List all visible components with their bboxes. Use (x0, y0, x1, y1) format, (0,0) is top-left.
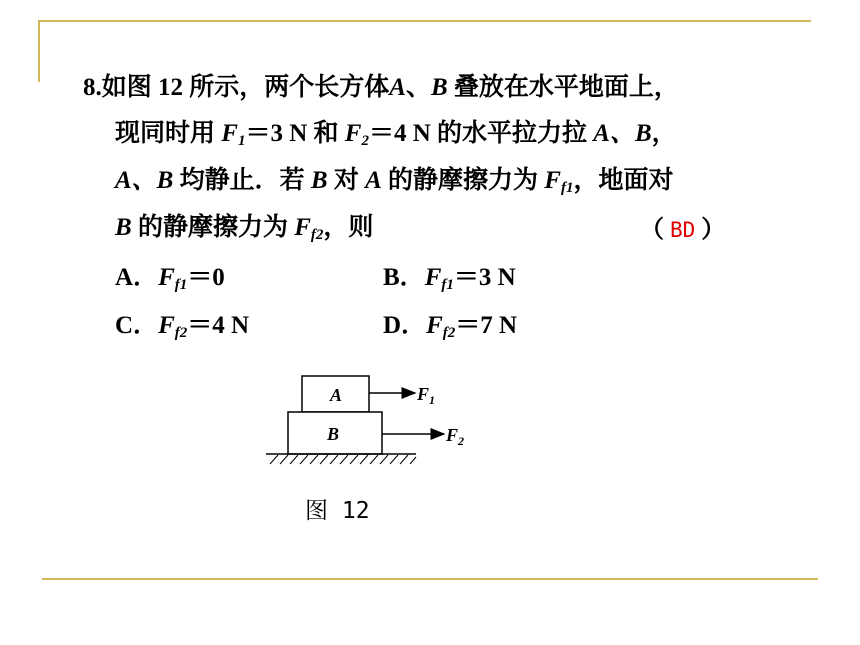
question-line-2: 现同时用 $F_1=3$ N 和 $F_2=4$ N 的水平拉力拉 A、B， (115, 120, 677, 149)
question-line-3: A、B 均静止．若 B 对 A 的静摩擦力为 $F_{f1}$，地面对 (115, 167, 674, 196)
answer-text: BD (670, 218, 696, 242)
block-b-label: B (327, 424, 340, 444)
question-line-1: 8.如图 12 所示，两个长方体A、B 叠放在水平地面上， (83, 74, 679, 101)
option-d: D．$F_{f2}=7$ N (383, 312, 518, 341)
question-line-4: B 的静摩擦力为 $F_{f2}$，则 (115, 214, 374, 243)
block-a-label: A (330, 385, 343, 405)
figure-caption: 图 12 (305, 498, 370, 524)
force-2-label: $F_2$ (446, 425, 465, 448)
answer-bracket: （ BD ） (640, 217, 726, 243)
option-a: A．$F_{f1}=0$ (115, 264, 225, 293)
option-b: B．$F_{f1}=3$ N (383, 264, 516, 293)
question-number: 8. (83, 74, 102, 101)
ground-hatching (270, 455, 416, 464)
option-c: C．$F_{f2}=4$ N (115, 312, 250, 341)
force-1-label: $F_1$ (417, 384, 436, 407)
